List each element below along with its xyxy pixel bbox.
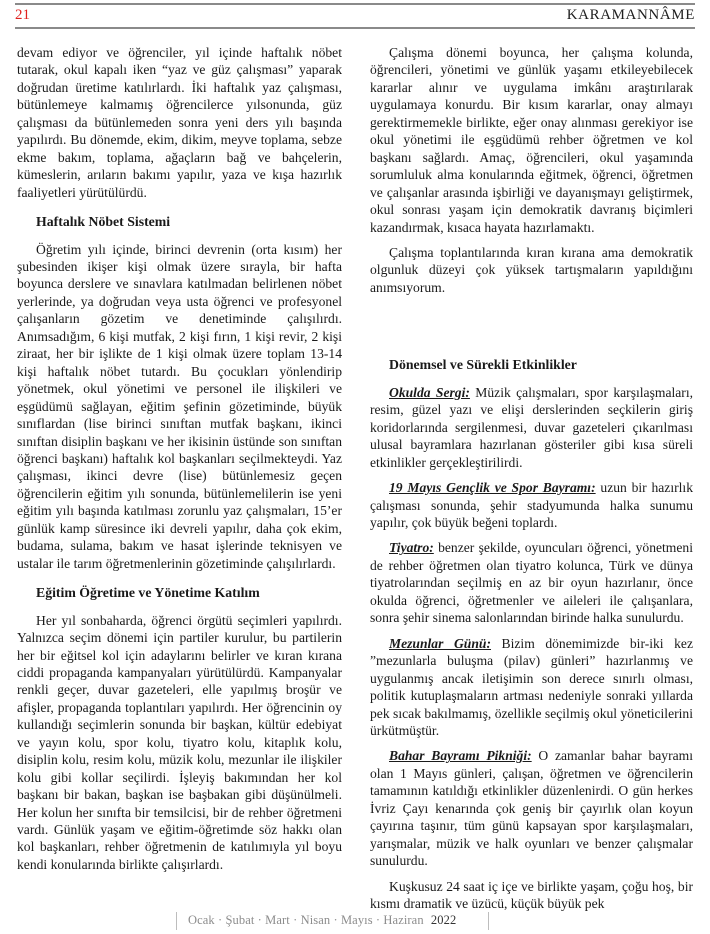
activity-text: Müzik çalışmaları, spor karşılaşmaları, resim, güzel yazı ve elişi derslerinden seçkilerin giriş koridorlarında sergilenmesi, duvar gazeteleri çıkarılması ulusal bayramlara hazırlanan gösteriler gibi kısa süreli etkinlikler gerçekleştirilirdi. bbox=[370, 384, 693, 470]
running-header bbox=[15, 3, 695, 29]
footer-divider bbox=[488, 912, 489, 930]
left-column bbox=[17, 44, 342, 881]
activity-label: Tiyatro: bbox=[389, 540, 434, 556]
footer-divider bbox=[176, 912, 177, 930]
activity-item bbox=[370, 479, 693, 531]
section-heading-participation: Eğitim Öğretime ve Yönetime Katılım bbox=[36, 585, 260, 601]
paragraph: Çalışma toplantılarında kıran kırana ama demokratik olgunluk düzeyi çok yüksek tartışmaların yapıldığını anımsıyorum. bbox=[370, 244, 693, 295]
paragraph: Çalışma dönemi boyunca, her çalışma kolunda, öğrencileri, yönetimi ve günlük yaşamı etkileyebilecek kararlar alınır ve uygulama imkânı araştırılarak uygulamaya konurdu. Bir kısım kararlar, onay almayı gerektirmemekle birlikte, eğer onay alınması gerekiyor ise okul yönetimi ile eşgüdümü rehber öğretmen ve kol başkanı sağlardı. Amaç, öğrencileri, okul yaşamında sorumluluk alma konularında eğitmek, öğrenci, öğretmen ve çalışanlar arasında işbirliği ve dayanışmayı geliştirmek, okul sonrası yaşam için demokratik davranış biçimleri kazandırmak, kısaca hayata hazırlamaktı. bbox=[370, 45, 693, 235]
paragraph: Öğretim yılı içinde, birinci devrenin (orta kısım) her şubesinden ikişer kişi olmak üzere sırayla, bir hafta boyunca derslere ve sınavlara katılmadan belirlenen nöbet yerlerinde, ya doğrudan veya usta öğrenci ve profesyonel çalışanların gözetim ve denetiminde çalışılırdı. Anımsadığım, 6 kişi mutfak, 2 kişi fırın, 1 kişi revir, 2 kişi ziraat, her bir işlikte de 1 kişi olmak üzere toplam 13-14 kişi haftalık nöbet tutardı. Bu çocukları yönlendirip yönetmek, okul yönetimi ve personel ile ilişkileri ve eşgüdümü sağlayan, eğitim şefinin gözetiminde, büyük sınıflardan (lise birinci sınıftan mutfak başkanı, ikinci sınıftan disiplin başkanı ve her ikisinin üstünde son sınıftan öğrenci başkanı) haftalık kol başkanları seçilmekteydi. Yaz çalışması, ikinci devre (lise) bütünlemesiz geçen öğrencilerin eğitim yılı sonunda, bütünlemelilerin ise yeni eğitim yılı başında katılması zorunlu yaz çalışmaları, 15’er günlük kamp süresince iki devreli yapılır, daha çok ekim, budama, sulama, bakım ve hasat işlerinde teknisyen ve ustalar ile tarım öğretmenlerinin gözetiminde çalışılırlardı. bbox=[17, 241, 342, 571]
issue-label bbox=[188, 913, 456, 928]
spacer bbox=[370, 304, 693, 344]
issue-year: 2022 bbox=[430, 913, 457, 927]
section-heading-weekly-duty: Haftalık Nöbet Sistemi bbox=[36, 214, 171, 230]
activity-label: Okulda Sergi: bbox=[389, 384, 470, 400]
activity-label: Bahar Bayramı Pikniği: bbox=[389, 748, 532, 764]
activity-label: Mezunlar Günü: bbox=[389, 635, 491, 651]
activity-item bbox=[370, 635, 693, 740]
activity-text: Bizim dönemimizde bir-iki kez ”mezunlarla buluşma (pilav) günleri” hazırlanmış ve uygulanmış ancak iletişimin son derece sınırlı olması, politik kutuplaşmaların artması nedeniyle sonraki yıllarda pek sıcak bakılmamış, özellikle seçilmiş okul yöneticilerini ürkütmüştür. bbox=[370, 635, 693, 738]
activity-item bbox=[370, 539, 693, 626]
issue-months: Ocak · Şubat · Mart · Nisan · Mayıs · Haziran bbox=[188, 913, 424, 927]
activity-item bbox=[370, 384, 693, 471]
publication-title: KARAMANNÂME bbox=[566, 7, 695, 23]
activity-item bbox=[370, 747, 693, 869]
right-column bbox=[370, 44, 693, 920]
activity-text: O zamanlar bahar bayramı olan 1 Mayıs günleri, çalışan, öğretmen ve öğrencilerin tamamının katıldığı etkinlikler düzenlenirdi. O gün herkes İvriz Çayı kenarında çok geniş bir çayırlık olan koyun çayırına taşınır, tüm günü kapsayan spor karşılaşmaları, yarışmalar, müzik ve halk oyunları ve benzer çalışmalar sunulurdu. bbox=[370, 748, 693, 869]
activity-text: uzun bir hazırlık çalışması sonunda, şehir stadyumunda halka sunumu yapılır, çok büyük beğeni toplardı. bbox=[370, 480, 693, 530]
paragraph: Her yıl sonbaharda, öğrenci örgütü seçimleri yapılırdı. Yalnızca seçim dönemi için partiler kurulur, bu partilerin her bir eğitsel kol için adaylarını belirler ve kıran kırana ciddi propaganda kampanyaları yürütülürdü. Kampanyalar renkli geçer, duvar gazeteleri, elle yapılmış broşür ve afişler, propaganda toplantıları yapılırdı. Her öğrencinin oy kullandığı seçimlerin sonunda bir başkan, kültür edebiyat ve yayın kolu, spor kolu, tiyatro kolu, kitaplık kolu, disiplin kolu, resim kolu, müzik kolu, mezunlar ile ilişkiler kolu gibi kollar seçilirdi. İşleyiş bakımından her kol başkanı bir bakan, başkan ise başbakan gibi düşünülmeli. Her kolun her sınıfta bir temsilcisi, bir de rehber öğretmeni vardı. Günlük yaşam ve eğitim-öğretimde söz hakkı olan kol başkanları, rehber öğretmenin de katılımıyla yıl boyu kendi konularında birlikte çalışırlardı. bbox=[17, 612, 342, 872]
paragraph: devam ediyor ve öğrenciler, yıl içinde haftalık nöbet tutarak, okul kapalı iken “yaz ve güz çalışması” yaparak doğrudan üretime katılırlardı. İki haftalık yaz çalışması, bütünlemeye kalmamış öğrencilerce yılsonunda, güz çalışması da bütünlemeden sonra yeni ders yılı başında yapılırdı. Bu dönemde, ekim, dikim, meyve toplama, sebze ekme bakım, toplama, ağaçların bağ ve bahçelerin, kümeslerin, arıların bakımı yapılır, yaza ve kışa hazırlık faaliyetleri yürütülürdü. bbox=[17, 45, 342, 200]
activity-text: benzer şekilde, oyuncuları öğrenci, yönetmeni de rehber öğretmen olan tiyatro kolunca, Türk ve dünya tiyatrolarından seçilmiş en az bir oyun hazırlanır, önce okulda öğrenci, öğretmenler ve aileleri ile çalışanlara, sonra şehir sinema salonlarından birinde halka sunulurdu. bbox=[370, 540, 693, 626]
page-number: 21 bbox=[15, 7, 30, 23]
activity-label: 19 Mayıs Gençlik ve Spor Bayramı: bbox=[389, 480, 596, 496]
section-heading-activities: Dönemsel ve Sürekli Etkinlikler bbox=[389, 357, 577, 373]
running-footer bbox=[0, 912, 710, 934]
paragraph: Kuşkusuz 24 saat iç içe ve birlikte yaşam, çoğu hoş, bir kısmı dramatik ve üzücü, küçük büyük pek bbox=[370, 878, 693, 912]
